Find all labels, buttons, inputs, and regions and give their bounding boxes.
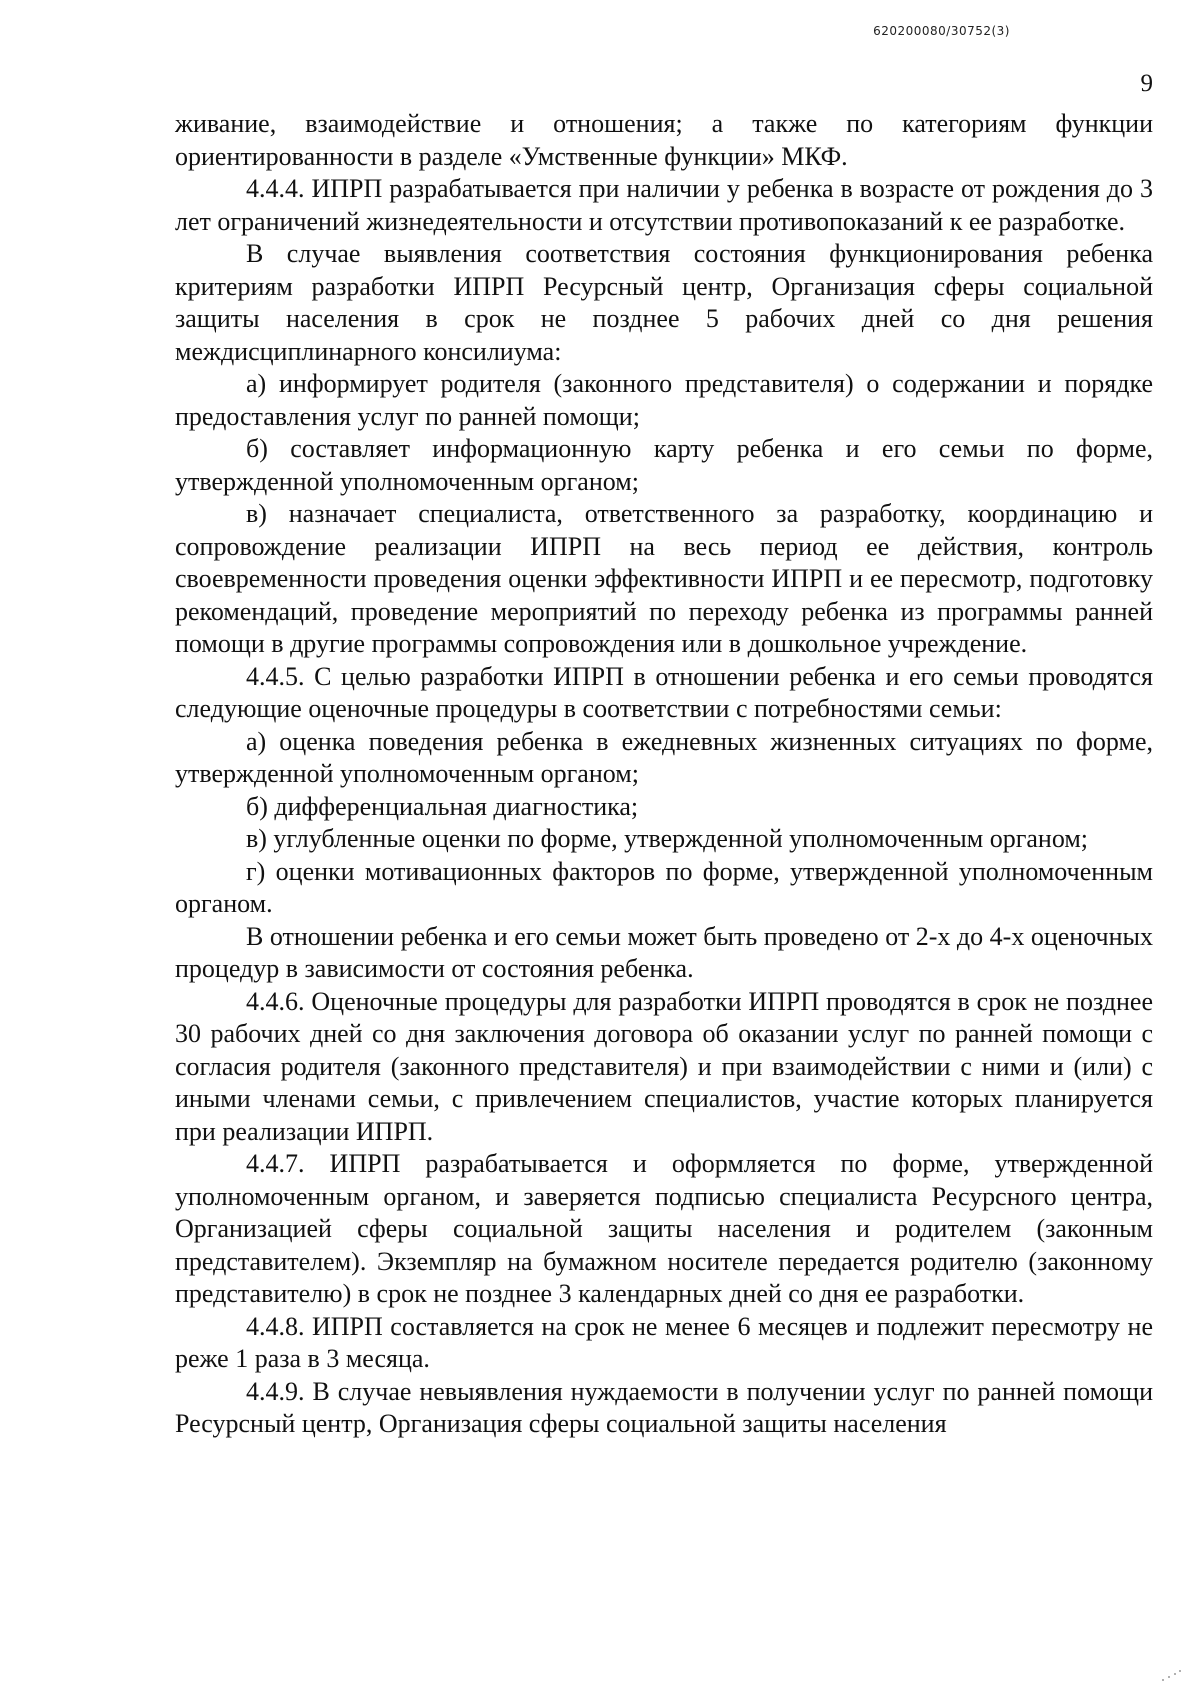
list-item-g-assessment: г) оценки мотивационных факторов по форме, утвержденной уполномоченным органом. [175,856,1153,918]
paragraph-4-4-4: 4.4.4. ИПРП разрабатывается при наличии у ребенка в возрасте от рождения до 3 лет ограничений жизнедеятельности и отсутствии противопоказаний к ее разработке. [175,174,1153,236]
document-id: 620200080/30752(3) [873,24,1010,38]
paragraph-criteria: В случае выявления соответствия состояния функционирования ребенка критериям разработки ИПРП Ресурсный центр, Организация сферы социальной защиты населения в срок не позднее 5 рабочих дней со дня решения междисциплинарного консилиума: [175,239,1153,366]
paragraph-4-4-7: 4.4.7. ИПРП разрабатывается и оформляется по форме, утвержденной уполномоченным органом, и заверяется подписью специалиста Ресурсного центра, Организацией сферы социальной защиты населения и родителем (законным представителем). Экземпляр на бумажном носителе передается родителю (законному представителю) в срок не позднее 3 календарных дней со дня ее разработки. [175,1149,1153,1308]
list-item-a-assessment: а) оценка поведения ребенка в ежедневных жизненных ситуациях по форме, утвержденной уполномоченным органом; [175,726,1153,788]
list-item-b-assessment: б) дифференциальная диагностика; [246,791,639,821]
paragraph-procedure-count: В отношении ребенка и его семьи может быть проведено от 2-х до 4-х оценочных процедур в зависимости от состояния ребенка. [175,921,1153,983]
paragraph-continuation: живание, взаимодействие и отношения; а также по категориям функции ориентированности в разделе «Умственные функции» МКФ. [175,109,1153,171]
paragraph-4-4-5: 4.4.5. С целью разработки ИПРП в отношении ребенка и его семьи проводятся следующие оценочные процедуры в соответствии с потребностями семьи: [175,661,1153,723]
page-number: 9 [1140,70,1153,97]
scan-artifact-icon [1160,1669,1182,1683]
paragraph-4-4-6: 4.4.6. Оценочные процедуры для разработки ИПРП проводятся в срок не позднее 30 рабочих дней со дня заключения договора об оказании услуг по ранней помощи с согласия родителя (законного представителя) и при взаимодействии с ними и (или) с иными членами семьи, с привлечением специалистов, участие которых планируется при реализации ИПРП. [175,986,1153,1146]
paragraph-4-4-8: 4.4.8. ИПРП составляется на срок не менее 6 месяцев и подлежит пересмотру не реже 1 раза в 3 месяца. [175,1311,1153,1373]
page-body [175,108,1153,1441]
list-item-b: б) составляет информационную карту ребенка и его семьи по форме, утвержденной уполномоченным органом; [175,434,1153,496]
list-item-v-assessment: в) углубленные оценки по форме, утвержденной уполномоченным органом; [246,824,1089,853]
list-item-v: в) назначает специалиста, ответственного за разработку, координацию и сопровождение реализации ИПРП на весь период ее действия, контроль своевременности проведения оценки эффективности ИПРП и ее пересмотр, подготовку рекомендаций, проведение мероприятий по переходу ребенка из программы ранней помощи в другие программы сопровождения или в дошкольное учреждение. [175,499,1153,658]
paragraph-4-4-9: 4.4.9. В случае невыявления нуждаемости в получении услуг по ранней помощи Ресурсный центр, Организация сферы социальной защиты населения [175,1376,1153,1438]
list-item-a: а) информирует родителя (законного представителя) о содержании и порядке предоставления услуг по ранней помощи; [175,369,1153,431]
